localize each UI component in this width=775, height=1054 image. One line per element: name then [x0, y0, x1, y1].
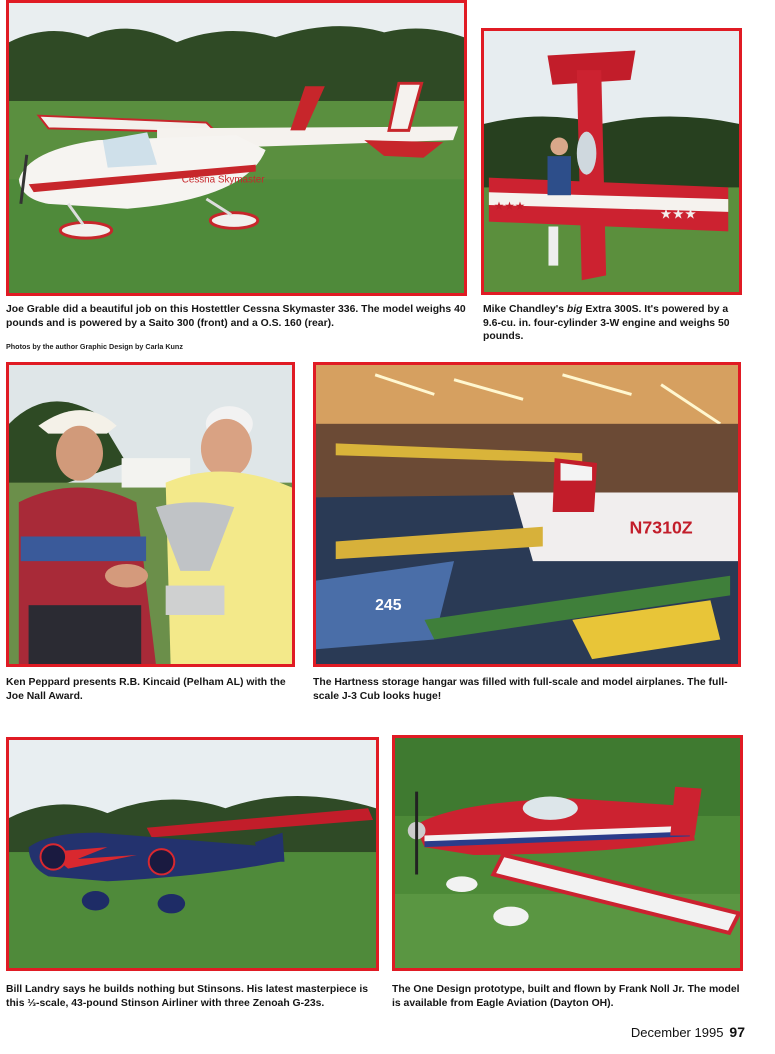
- onedesign-image: [395, 738, 740, 968]
- caption-extra300s: [483, 303, 739, 344]
- caption-extra300s-em: big: [566, 304, 583, 315]
- fuselage-text: Cessna Skymaster: [181, 174, 265, 186]
- photo-stinson: [6, 737, 379, 971]
- caption-extra300s-post: Extra 300S. It's powered by a 9.6-cu. in. four-cylinder 3-W engine and weighs 50 pounds.: [483, 304, 730, 342]
- caption-hangar: The Hartness storage hangar was filled with full-scale and model airplanes. The full-scale J-3 Cub looks huge!: [313, 677, 728, 702]
- caption-extra300s-pre: Mike Chandley's: [483, 304, 567, 315]
- page-number: 97: [729, 1024, 745, 1040]
- award-image: [9, 365, 292, 664]
- photo-onedesign: [392, 735, 743, 971]
- fuselage-number: 245: [375, 597, 402, 615]
- photo-credits: Photos by the author Graphic Design by Carla Kunz: [6, 342, 183, 351]
- caption-stinson: Bill Landry says he builds nothing but Stinsons. His latest masterpiece is this ⅓-scale, 43-pound Stinson Airliner with three Zenoah G-23s.: [6, 984, 369, 1009]
- skymaster-image: [9, 3, 464, 293]
- caption-skymaster: Joe Grable did a beautiful job on this Hostettler Cessna Skymaster 336. The model weighs 40 pounds and is powered by a Saito 300 (front) and a O.S. 160 (rear).: [6, 304, 466, 329]
- caption-onedesign: The One Design prototype, built and flown by Frank Noll Jr. The model is available from Eagle Aviation (Dayton OH).: [392, 984, 740, 1009]
- caption-award: Ken Peppard presents R.B. Kincaid (Pelham AL) with the Joe Nall Award.: [6, 677, 286, 702]
- photo-hangar: [313, 362, 741, 667]
- registration-text: N7310Z: [629, 517, 693, 538]
- extra300s-image: [484, 31, 739, 292]
- footer-date: December 1995: [630, 1025, 724, 1040]
- page-footer: [631, 1024, 745, 1040]
- stinson-image: [9, 740, 376, 968]
- photo-skymaster: [6, 0, 467, 296]
- photo-extra300s: [481, 28, 742, 295]
- photo-award: [6, 362, 295, 667]
- svg-text:★★★: ★★★: [659, 206, 697, 223]
- svg-text:★★★: ★★★: [493, 198, 526, 213]
- hangar-image: [316, 365, 738, 664]
